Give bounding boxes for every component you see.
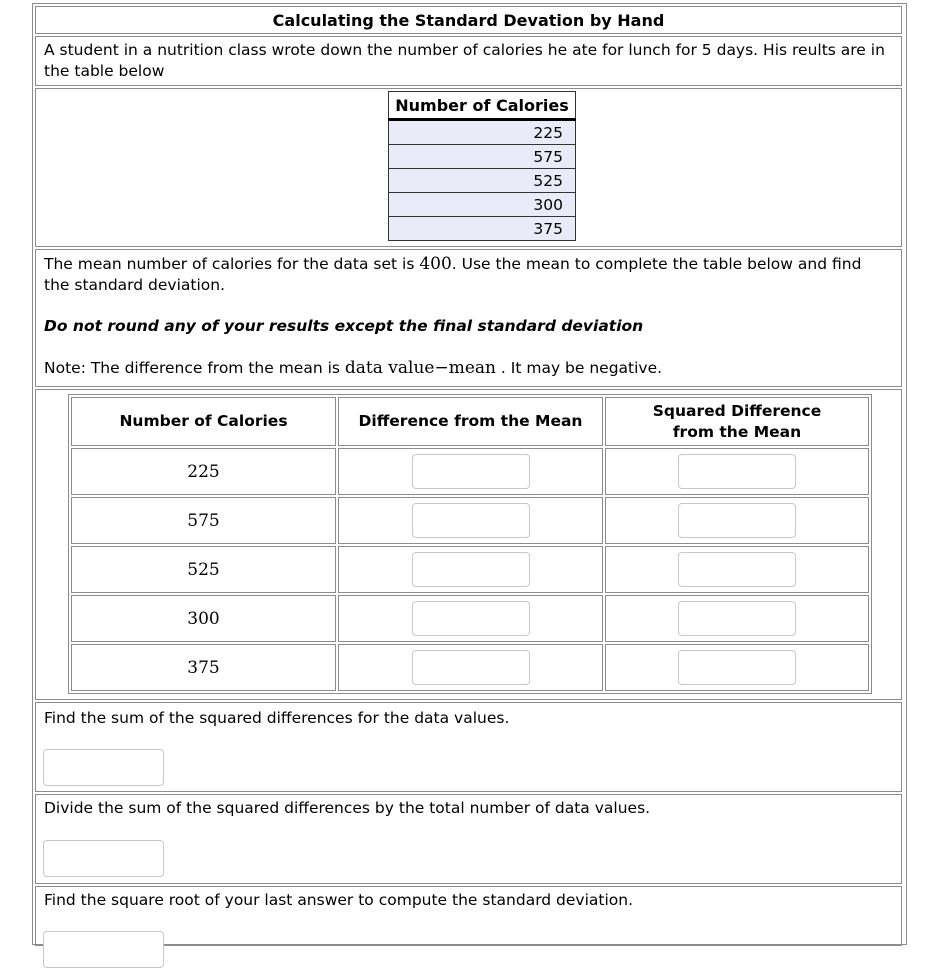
instructions-section [35,249,902,387]
intro-section [35,36,902,86]
col-header-difference: Difference from the Mean [338,397,603,446]
variance-input[interactable] [43,840,164,877]
row-value: 375 [71,644,336,691]
col-header-squared: Squared Difference from the Mean [605,397,869,446]
difference-input[interactable] [412,601,530,636]
squared-difference-input[interactable] [678,503,796,538]
mean-text: The mean number of calories for the data set is 400. Use the mean to complete the table below and find the standard deviation. [44,254,862,294]
formula: data value−mean [344,358,496,378]
difference-input[interactable] [412,552,530,587]
intro-text: A student in a nutrition class wrote down the number of calories he ate for lunch for 5 days. His reults are in the table below [44,41,885,80]
step-divide-text: Divide the sum of the squared differences by the total number of data values. [44,799,651,817]
table-row [71,448,869,495]
row-value: 225 [71,448,336,495]
page-title: Calculating the Standard Devation by Hand [272,11,665,30]
squared-difference-input[interactable] [678,552,796,587]
table-row [71,497,869,544]
step-sum-text: Find the sum of the squared differences for the data values. [44,709,510,727]
data-table-cell: 525 [389,169,576,193]
calories-data-table [388,91,576,241]
row-value: 575 [71,497,336,544]
table-row [71,644,869,691]
squared-difference-input[interactable] [678,650,796,685]
step-sqrt-section [35,886,902,946]
col-header-calories: Number of Calories [71,397,336,446]
data-table-cell: 300 [389,193,576,217]
step-sum-section [35,702,902,792]
data-table-cell: 575 [389,145,576,169]
squared-difference-input[interactable] [678,454,796,489]
rounding-warning: Do not round any of your results except the final standard deviation [44,317,644,335]
title-section [35,6,902,34]
difference-input[interactable] [412,503,530,538]
table-row [71,546,869,593]
sum-squared-input[interactable] [43,749,164,786]
difference-note: Note: The difference from the mean is data value−mean . It may be negative. [44,358,663,378]
data-table-header: Number of Calories [389,92,576,120]
mean-value: 400 [419,254,452,274]
difference-input[interactable] [412,454,530,489]
work-table [68,394,872,694]
step-divide-section [35,794,902,884]
squared-difference-input[interactable] [678,601,796,636]
table-row [71,595,869,642]
data-table-cell: 375 [389,217,576,241]
data-table-cell: 225 [389,120,576,145]
row-value: 525 [71,546,336,593]
difference-input[interactable] [412,650,530,685]
row-value: 300 [71,595,336,642]
step-sqrt-text: Find the square root of your last answer to compute the standard deviation. [44,891,634,909]
